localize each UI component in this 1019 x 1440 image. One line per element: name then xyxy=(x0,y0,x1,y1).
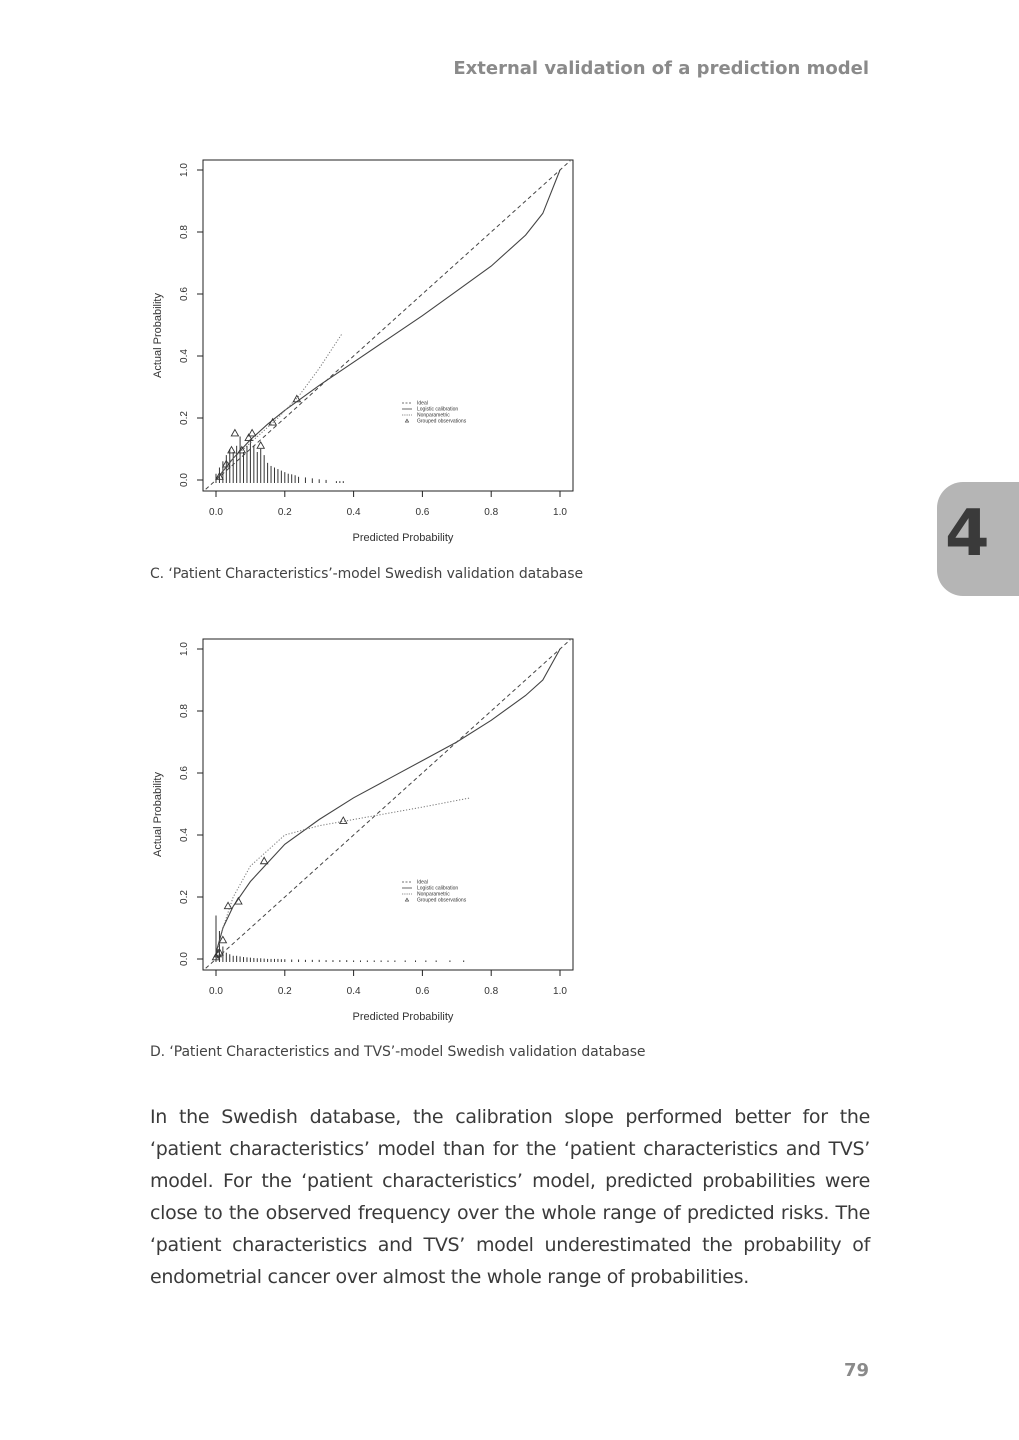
chart-0-grouped-observation-point xyxy=(228,447,235,453)
chart-0-grouped-observation-point xyxy=(231,430,238,436)
running-title: External validation of a prediction model xyxy=(453,58,869,79)
chart-1-legend-label: Grouped observations xyxy=(417,897,467,904)
figure-caption-c: C. ‘Patient Characteristics’-model Swedish validation database xyxy=(150,566,583,582)
chart-0-nonparametric-line xyxy=(216,334,342,480)
chart-1-x-tick-label: 0.8 xyxy=(484,986,499,997)
chart-0-x-tick-label: 1.0 xyxy=(553,507,567,518)
chart-1-y-tick-label: 1.0 xyxy=(179,642,190,656)
chart-0-x-tick-label: 0.8 xyxy=(484,507,499,518)
chart-1-legend-label: Nonparametric xyxy=(417,891,450,898)
chart-1-x-tick-label: 0.4 xyxy=(346,986,361,997)
chart-0-y-tick-label: 1.0 xyxy=(179,163,190,177)
chart-0-grouped-observation-point xyxy=(257,442,264,448)
chart-0-y-tick-label: 0.4 xyxy=(179,349,190,363)
chart-0-x-tick-label: 0.0 xyxy=(209,507,223,518)
chart-0-y-tick-label: 0.6 xyxy=(179,287,190,301)
chart-1-logistic-calibration-line xyxy=(216,649,560,953)
chart-0-y-tick-label: 0.8 xyxy=(179,225,190,239)
chart-0-legend-label: Logistic calibration xyxy=(417,406,459,413)
chart-1-legend xyxy=(402,880,467,904)
chart-0-legend-label: Ideal xyxy=(417,400,428,407)
chart-0-legend xyxy=(402,401,467,425)
chart-1-plot-area xyxy=(206,640,571,969)
body-paragraph: In the Swedish database, the calibration slope performed better for the ‘patient characteristics’ model than for the ‘patient characteristics and TVS’ model. For the ‘patient characteristics’ model, predicted probabilities were close to the observed frequency over the whole range of predicted risks. The ‘patient characteristics and TVS’ model underestimated the probability of endometrial cancer over almost the whole range of probabilities. xyxy=(150,1106,870,1288)
chart-0-ideal-line xyxy=(206,161,571,490)
chart-1-legend-label: Ideal xyxy=(417,879,428,886)
page-number: 79 xyxy=(843,1360,869,1381)
chart-1-x-axis-title: Predicted Probability xyxy=(352,1011,454,1023)
chart-1-grouped-observation-point xyxy=(340,817,347,823)
chart-0-plot-area xyxy=(206,161,571,490)
chart-1-legend-label: Logistic calibration xyxy=(417,885,459,892)
chart-0-legend-marker xyxy=(405,419,408,422)
figure-caption-d: D. ‘Patient Characteristics and TVS’-model Swedish validation database xyxy=(150,1044,646,1060)
chart-1-y-tick-label: 0.4 xyxy=(179,828,190,842)
calibration-plot-d xyxy=(140,629,590,1029)
chart-1-y-tick-label: 0.2 xyxy=(179,890,190,904)
chart-0-x-tick-label: 0.6 xyxy=(415,507,430,518)
chart-1-y-axis-title: Actual Probability xyxy=(152,772,164,857)
chart-1-x-tick-label: 0.2 xyxy=(277,986,292,997)
chart-1-x-tick-label: 0.6 xyxy=(415,986,430,997)
chart-1-y-tick-label: 0.8 xyxy=(179,704,190,718)
chart-0-legend-label: Grouped observations xyxy=(417,418,467,425)
chart-0-y-axis-title: Actual Probability xyxy=(152,293,164,378)
chart-0-y-tick-label: 0.2 xyxy=(179,411,190,425)
chart-1-grouped-observation-point xyxy=(224,902,231,908)
chart-1-legend-marker xyxy=(405,898,408,901)
chart-1-x-tick-label: 1.0 xyxy=(553,986,567,997)
chapter-tab xyxy=(937,482,1019,596)
chart-1-y-tick-label: 0.0 xyxy=(179,952,190,966)
chart-1-ideal-line xyxy=(206,640,571,969)
chart-0-legend-label: Nonparametric xyxy=(417,412,450,419)
chart-1-nonparametric-line xyxy=(216,798,471,959)
calibration-plot-c xyxy=(140,150,590,550)
chart-0-x-tick-label: 0.2 xyxy=(277,507,292,518)
chapter-number: 4 xyxy=(945,497,990,571)
chart-1-x-tick-label: 0.0 xyxy=(209,986,223,997)
chart-0-x-axis-title: Predicted Probability xyxy=(352,532,454,544)
chart-0-y-tick-label: 0.0 xyxy=(179,473,190,487)
chart-0-x-tick-label: 0.4 xyxy=(346,507,361,518)
chart-1-grouped-observation-point xyxy=(261,857,268,863)
chart-1-y-tick-label: 0.6 xyxy=(179,766,190,780)
